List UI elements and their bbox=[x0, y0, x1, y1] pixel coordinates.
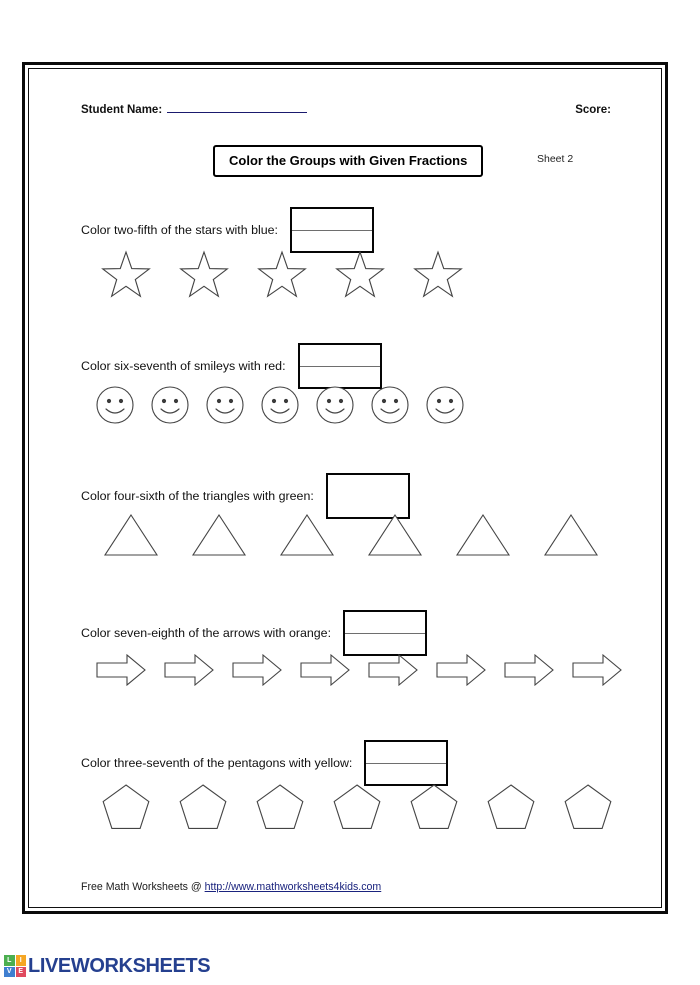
worksheet-page bbox=[22, 62, 668, 914]
smiley-shape[interactable] bbox=[252, 385, 307, 425]
liveworksheets-wordmark: LIVEWORKSHEETS bbox=[28, 955, 211, 977]
exercise-prompt-text: Color four-sixth of the triangles with green: bbox=[81, 489, 314, 503]
student-name-label: Student Name: bbox=[81, 104, 163, 116]
student-name-input[interactable] bbox=[167, 101, 307, 113]
fraction-answer-box[interactable] bbox=[290, 207, 374, 253]
pentagon-shape[interactable] bbox=[318, 783, 395, 835]
shape-group-pentagon bbox=[87, 783, 626, 835]
pentagon-shape[interactable] bbox=[472, 783, 549, 835]
pentagon-shape[interactable] bbox=[164, 783, 241, 835]
arrow-shape[interactable] bbox=[427, 653, 495, 687]
triangle-shape[interactable] bbox=[87, 513, 175, 557]
smiley-shape[interactable] bbox=[362, 385, 417, 425]
star-shape[interactable] bbox=[243, 250, 321, 303]
smiley-shape[interactable] bbox=[87, 385, 142, 425]
pentagon-shape[interactable] bbox=[549, 783, 626, 835]
exercise-prompt-text: Color three-seventh of the pentagons with yellow: bbox=[81, 756, 353, 770]
shape-group-triangle bbox=[87, 513, 615, 557]
arrow-shape[interactable] bbox=[359, 653, 427, 687]
exercise-prompt-row bbox=[81, 740, 448, 786]
exercise-prompt-row bbox=[81, 207, 374, 253]
liveworksheets-branding bbox=[4, 955, 210, 977]
star-shape[interactable] bbox=[399, 250, 477, 303]
star-shape[interactable] bbox=[165, 250, 243, 303]
shape-group-smiley bbox=[87, 385, 472, 425]
exercise-prompt-text: Color seven-eighth of the arrows with orange: bbox=[81, 626, 332, 640]
exercise-prompt-text: Color six-seventh of smileys with red: bbox=[81, 359, 286, 373]
footer-credit bbox=[81, 881, 381, 893]
exercise-prompt-text: Color two-fifth of the stars with blue: bbox=[81, 223, 278, 237]
smiley-shape[interactable] bbox=[197, 385, 252, 425]
logo-tile: E bbox=[16, 967, 27, 978]
logo-tile: I bbox=[16, 955, 27, 966]
star-shape[interactable] bbox=[87, 250, 165, 303]
liveworksheets-logo-icon bbox=[4, 955, 26, 977]
fraction-answer-box[interactable] bbox=[343, 610, 427, 656]
exercise-prompt-row bbox=[81, 343, 382, 389]
triangle-shape[interactable] bbox=[263, 513, 351, 557]
arrow-shape[interactable] bbox=[291, 653, 359, 687]
worksheet-content bbox=[25, 65, 665, 911]
page-title: Color the Groups with Given Fractions bbox=[213, 145, 483, 177]
shape-group-star bbox=[87, 250, 477, 303]
worksheet-header bbox=[81, 101, 611, 116]
pentagon-shape[interactable] bbox=[395, 783, 472, 835]
exercise-prompt-row bbox=[81, 610, 427, 656]
triangle-shape[interactable] bbox=[439, 513, 527, 557]
score-label: Score: bbox=[575, 104, 611, 116]
arrow-shape[interactable] bbox=[223, 653, 291, 687]
arrow-shape[interactable] bbox=[495, 653, 563, 687]
footer-text: Free Math Worksheets @ bbox=[81, 881, 205, 893]
arrow-shape[interactable] bbox=[87, 653, 155, 687]
logo-tile: L bbox=[4, 955, 15, 966]
arrow-shape[interactable] bbox=[563, 653, 631, 687]
smiley-shape[interactable] bbox=[417, 385, 472, 425]
star-shape[interactable] bbox=[321, 250, 399, 303]
footer-link[interactable]: http://www.mathworksheets4kids.com bbox=[204, 881, 382, 893]
logo-tile: V bbox=[4, 967, 15, 978]
arrow-shape[interactable] bbox=[155, 653, 223, 687]
fraction-answer-box[interactable] bbox=[298, 343, 382, 389]
fraction-answer-box[interactable] bbox=[364, 740, 448, 786]
pentagon-shape[interactable] bbox=[87, 783, 164, 835]
triangle-shape[interactable] bbox=[351, 513, 439, 557]
triangle-shape[interactable] bbox=[175, 513, 263, 557]
shape-group-arrow bbox=[87, 653, 631, 687]
pentagon-shape[interactable] bbox=[241, 783, 318, 835]
triangle-shape[interactable] bbox=[527, 513, 615, 557]
smiley-shape[interactable] bbox=[307, 385, 362, 425]
smiley-shape[interactable] bbox=[142, 385, 197, 425]
sheet-number: Sheet 2 bbox=[537, 153, 574, 165]
